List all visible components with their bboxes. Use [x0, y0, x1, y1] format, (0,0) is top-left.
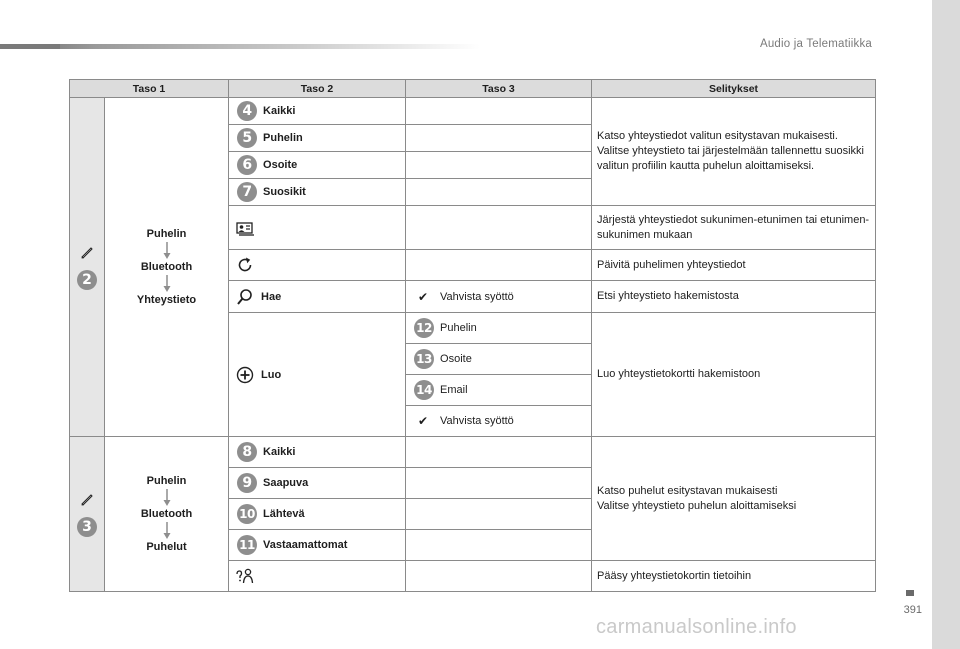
level3-label: Email: [440, 384, 468, 396]
menu-item-label: Luo: [261, 368, 282, 381]
magnifier-icon: [235, 287, 255, 307]
menu-item-label: Kaikki: [263, 105, 296, 117]
menu-item-label: Hae: [261, 290, 282, 303]
badge-7: 7: [237, 182, 257, 202]
badge-2: 2: [77, 270, 97, 290]
refresh-contacts-cell: [229, 250, 406, 281]
badge-12: 12: [414, 318, 434, 338]
refresh-icon: [235, 255, 255, 275]
empty-cell: [406, 206, 592, 250]
header-rule-dark: [0, 44, 60, 49]
level1-cell-calls: [70, 437, 105, 592]
contact-info-icon: [235, 566, 255, 586]
level3-label: Puhelin: [440, 322, 477, 334]
arrow-down-icon: [163, 242, 171, 260]
badge-11: 11: [237, 535, 257, 555]
table-header-row: [70, 80, 876, 98]
table-row: [70, 98, 876, 125]
menu-item-label: Saapuva: [263, 477, 309, 489]
menu-item-label: Vastaamattomat: [263, 539, 348, 551]
arrow-down-icon: [163, 275, 171, 293]
page-number: 391: [903, 604, 922, 616]
empty-cell: [406, 468, 592, 499]
description-sort-contacts: Järjestä yhteystiedot sukunimen-etunimen tai etunimen-sukunimen mukaan: [592, 206, 876, 250]
level2-chain-contacts: [105, 98, 229, 437]
chain-item: Yhteystieto: [136, 293, 197, 306]
empty-cell: [406, 437, 592, 468]
menu-item-search: [229, 281, 406, 313]
empty-cell: [406, 499, 592, 530]
description-contact-info: Pääsy yhteystietokortin tietoihin: [592, 561, 876, 592]
sort-contacts-cell: [229, 206, 406, 250]
empty-cell: [406, 98, 592, 125]
pen-icon: [79, 491, 95, 507]
create-confirm-cell: [406, 406, 592, 437]
description-view-calls: [592, 437, 876, 561]
arrow-down-icon: [163, 522, 171, 540]
description-create: Luo yhteystietokortti hakemistoon: [592, 313, 876, 437]
menu-item-create: [229, 313, 406, 437]
badge-6: 6: [237, 155, 257, 175]
description-refresh: Päivitä puhelimen yhteystiedot: [592, 250, 876, 281]
menu-item-outgoing: [229, 499, 406, 530]
badge-9: 9: [237, 473, 257, 493]
create-address-cell: [406, 344, 592, 375]
empty-cell: [406, 125, 592, 152]
table-row: [70, 437, 876, 468]
level1-cell-contacts: [70, 98, 105, 437]
menu-item-favourites: [229, 179, 406, 206]
level3-label: Vahvista syöttö: [440, 415, 514, 427]
header-rule: [0, 44, 480, 49]
chain-item: Puhelin: [146, 227, 187, 240]
empty-cell: [406, 152, 592, 179]
create-phone-cell: [406, 313, 592, 344]
badge-5: 5: [237, 128, 257, 148]
badge-4: 4: [237, 101, 257, 121]
create-email-cell: [406, 375, 592, 406]
empty-cell: [406, 561, 592, 592]
pen-icon: [79, 244, 95, 260]
badge-14: 14: [414, 380, 434, 400]
level3-label: Osoite: [440, 353, 472, 365]
arrow-down-icon: [163, 489, 171, 507]
empty-cell: [406, 179, 592, 206]
menu-item-all-contacts: [229, 98, 406, 125]
chain-item: Bluetooth: [140, 507, 193, 520]
section-title: Audio ja Telematiikka: [759, 38, 872, 50]
menu-item-missed: [229, 530, 406, 561]
header-level2: Taso 2: [229, 80, 406, 98]
plus-circle-icon: [235, 365, 255, 385]
menu-item-incoming: [229, 468, 406, 499]
chain-item: Puhelin: [146, 474, 187, 487]
description-line: Valitse yhteystieto puhelun aloittamiseksi: [597, 499, 797, 512]
description-line: Katso puhelut esitystavan mukaisesti: [597, 484, 778, 497]
header-level3: Taso 3: [406, 80, 592, 98]
badge-3: 3: [77, 517, 97, 537]
page-side-strip: [932, 0, 960, 649]
confirm-entry-cell: [406, 281, 592, 313]
chain-item: Puhelut: [146, 540, 187, 553]
menu-item-label: Puhelin: [263, 132, 303, 144]
menu-item-label: Suosikit: [263, 186, 306, 198]
menu-item-label: Kaikki: [263, 446, 296, 458]
menu-item-address: [229, 152, 406, 179]
badge-8: 8: [237, 442, 257, 462]
menu-item-label: Osoite: [263, 159, 298, 171]
empty-cell: [406, 530, 592, 561]
header-explanations: Selitykset: [592, 80, 876, 98]
watermark: carmanualsonline.info: [596, 616, 797, 638]
contact-info-cell: [229, 561, 406, 592]
page-mark: [906, 590, 914, 596]
checkmark-icon: ✔: [417, 414, 429, 428]
contact-card-icon: [235, 218, 255, 238]
chain-item: Bluetooth: [140, 260, 193, 273]
checkmark-icon: ✔: [417, 289, 429, 304]
menu-item-label: Lähtevä: [263, 508, 305, 520]
menu-table: [69, 79, 876, 592]
description-view-contacts: Katso yhteystiedot valitun esitystavan mukaisesti. Valitse yhteystieto tai järjestelmään tallennettu suosikki valitun profiilin kautta puhelun aloittamiseksi.: [592, 98, 876, 206]
menu-item-all-calls: [229, 437, 406, 468]
description-search: Etsi yhteystieto hakemistosta: [592, 281, 876, 313]
level3-label: Vahvista syöttö: [440, 290, 514, 303]
badge-13: 13: [414, 349, 434, 369]
empty-cell: [406, 250, 592, 281]
level2-chain-calls: [105, 437, 229, 592]
header-level1: Taso 1: [70, 80, 229, 98]
badge-10: 10: [237, 504, 257, 524]
menu-item-phone: [229, 125, 406, 152]
